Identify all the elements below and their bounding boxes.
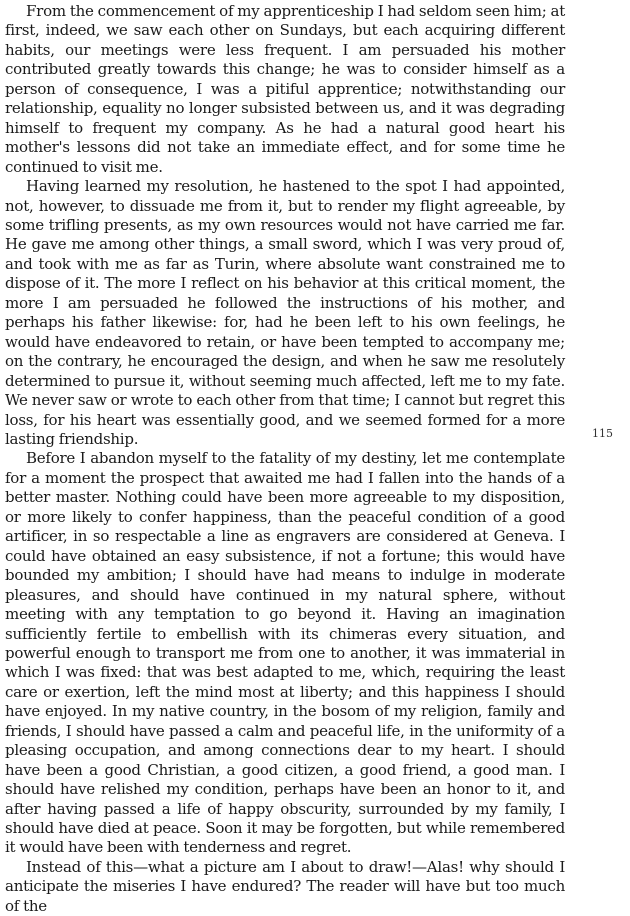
book-page-text [5,2,565,916]
paragraph-2: Having learned my resolution, he hastened to the spot I had appointed, not, however, to dissuade me from it, but to render my flight agreeable, by some trifling presents, as my own resources would not have carried me far. He gave me among other things, a small sword, which I was very proud of, and took with me as far as Turin, where absolute want constrained me to dispose of it. The more I reflect on his behavior at this critical moment, the more I am persuaded he followed the instructions of his mother, and perhaps his father likewise: for, had he been left to his own feelings, he would have endeavored to retain, or have been tempted to accompany me; on the contrary, he encouraged the design, and when he saw me resolutely determined to pursue it, without seeming much affected, left me to my fate. We never saw or wrote to each other from that time; I cannot but regret this loss, for his heart was essentially good, and we seemed formed for a more lasting friendship. [5,177,565,448]
margin-page-number: 115 [592,427,613,440]
paragraph-4: Instead of this—what a picture am I about to draw!—Alas! why should I anticipate the miseries I have endured? The reader will have but too much of the [5,857,565,915]
paragraph-1: From the commencement of my apprenticeship I had seldom seen him; at first, indeed, we saw each other on Sundays, but each acquiring different habits, our meetings were less frequent. I am persuaded his mother contributed greatly towards this change; he was to consider himself as a person of consequence, I was a pitiful apprentice; notwithstanding our relationship, equality no longer subsisted between us, and it was degrading himself to frequent my company. As he had a natural good heart his mother's lessons did not take an immediate effect, and for some time he continued to visit me. [5,2,566,176]
paragraph-3: Before I abandon myself to the fatality of my destiny, let me contemplate for a moment the prospect that awaited me had I fallen into the hands of a better master. Nothing could have been more agreeable to my disposition, or more likely to confer happiness, than the peaceful condition of a good artificer, in so respectable a line as engravers are considered at Geneva. I could have obtained an easy subsistence, if not a fortune; this would have bounded my ambition; I should have had means to indulge in moderate pleasures, and should have continued in my natural sphere, without meeting with any temptation to go beyond it. Having an imagination sufficiently fertile to embellish with its chimeras every situation, and powerful enough to transport me from one to another, it was immaterial in which I was fixed: that was best adapted to me, which, requiring the least care or exertion, left the mind most at liberty; and this happiness I should have enjoyed. In my native country, in the bosom of my religion, family and friends, I should have passed a calm and peaceful life, in the uniformity of a pleasing occupation, and among connections dear to my heart. I should have been a good Christian, a good citizen, a good friend, a good man. I should have relished my condition, perhaps have been an honor to it, and after having passed a life of happy obscurity, surrounded by my family, I should have died at peace. Soon it may be forgotten, but while remembered it would have been with tenderness and regret. [5,449,565,857]
